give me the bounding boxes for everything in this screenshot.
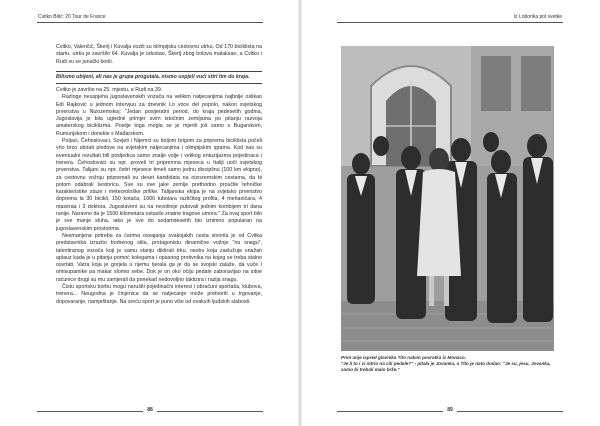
paragraph: Razloge neuspjeha jugoslavenskih vozača na velikim natjecanjima najbolje oslikao Edi Rajković u jednom intervjuu za dnevnik Lo voce del popolo, nakon svjetskog prvenstva u Nizozemskoj: "Jedan posljeratni period, do kraja pedesetih godina, Jugoslavija je bila uglednii primjer svim istočnim zemljama po pitanju razvoja amaterskog biciklizma. Poslije toga mogla se je mjeriti još samo s Bugarskom, Rumunjskom i donekle s Mađarskom. [56, 94, 262, 137]
intro-paragraph: Cvitko, Valenčić, Škerlj i Kuvalja vozili su olimpijsku cestovnu utrku. Od 170 biciklista na startu, utrku je završilo 64. Kuvalja je odustao, Škerlj zbog bolova malaksao, a Cvitko i Rudi su se junački borili. [56, 44, 262, 65]
group-photo [341, 46, 554, 351]
right-header-rule [337, 22, 563, 23]
group-photo-illustration [341, 46, 554, 351]
caption-line-1: Prim anje ispred glavnika Tito nakon povratka iz Monaco. [341, 355, 467, 360]
right-page-number: 89 [443, 406, 457, 415]
left-intro-text [56, 44, 262, 66]
left-page-number: 88 [143, 406, 157, 415]
caption-line-2: "Je li to i vi mtrio na cili pedale?" - pitala je Jovanka, a Tito je nato dodao: "Je su, jesu, Jovanka, samo bi trebali malo brže." [341, 361, 551, 372]
paragraph: Cvitko je završio na 25. mjestu, a Rudi na 39. [56, 87, 163, 93]
paragraph: Poljaci, Čehoslovaci, Sovjeti i Nijemci su boljom brigom za pripremu biciklista počeli vrlo brzo ubirati plodove na svjetskim natjecanjima i olimpijskim igrama. Kod nas su eventualni rezultati bili posljedica samo znalje volje i velikog entuzijazma pojedinaca i trenera. Čehoslovaci su npr. proveli tri pripremna mjeseca u Italiji uoči svjetskog prvenstva. Talijani su npr. četiri mjesece timeli samo jednu disciplinu (100 km ekipno), za cestovnu vožnju pripremali su deset kandidata na nizozemskim cestama, da bi potom odabrali šestoricu. Sve su ove jake zemlje prethodno proučile tehničke karakteristike staze i meteorološke prilike. Talijanska ekipa je na svjetsko prvenstvo doprema la 30 bicikli, 150 kotača, 1000 tubolara različitog profila, 4 mehaničara, 4 maseraa i 3 doktora. Jugoslaveni su na nevolinije putovali jednim kombijem tri dana ranije. Naravno da je 1500 kilometara ostavilo znatne tragove umora." Za ovaj sport bilo je sve manje sluha, iako je sve do sedamdesetih bio iznimno popularan na jugoslavenskim prostorima. [56, 138, 262, 232]
paragraph: Nesmanjena potreba za čarima osvajanja svakojakih cesta stvorila je od Cvitka predstavnika izrazito borbenog stila, protagonistu dinamične vožnje "na snagu", talentiranog vozača koji je samu stanju diktirati trku, osobu koja zaslužuje snažan aplauz kada je u pitanju pomoć kolegama i opasnog protivnika na kojeg se treba stalno osvrtati. Vatra koja je gorjela u njemu tjerala ga je da se svojski zalaže, da vuče i omisupamike pa makar slomio sebe. Dok je on oko očiju pedale zaboravljao na sitne računice drugi su mu zamjerali da ponekad nedovoljno taktizira i razija snagu. [56, 232, 262, 283]
left-running-head: Cvitko Bilić: 20 Tour de France [38, 14, 106, 20]
pull-quote: Bilismo ubijeni, ali nas je grupa progutala, nismo uspjeli vući stiri tim do kraja. [56, 71, 262, 84]
right-running-head: Iz Loborika pol svetke [513, 14, 562, 20]
photo-caption [341, 355, 555, 373]
left-header-rule [37, 22, 263, 23]
left-main-text [56, 87, 262, 306]
paragraph: Čistu sportsku borbu mogu narušiti pojedinačni interesi i obračuni sportaša, klubova, trenera... Neugodna je činjenica da se natjecanje može pretvoriti u trgovanje, dopovaranje, namještanje. Na sreću sport je puno više od ovakvih ljudskih slabosti. [56, 284, 262, 305]
